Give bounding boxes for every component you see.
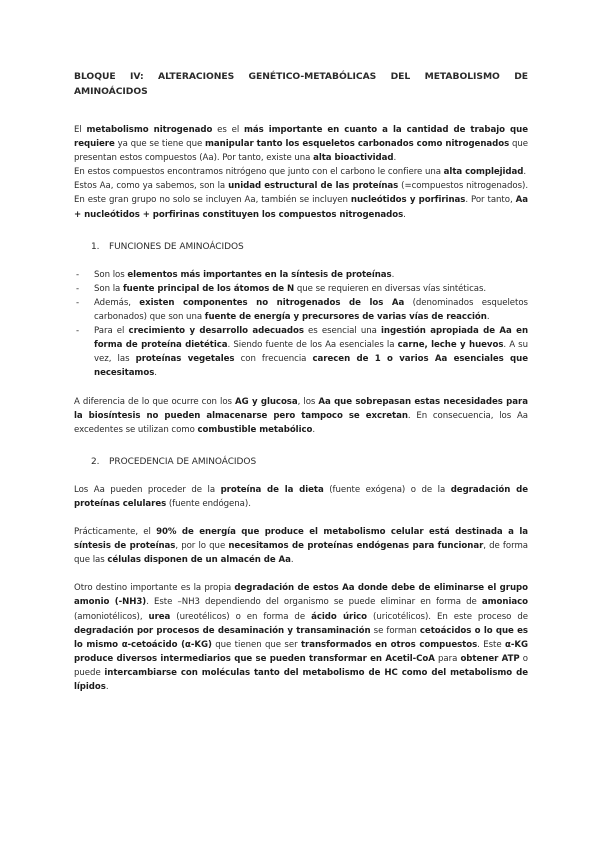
text-run: (ureotélicos) o en forma de — [170, 611, 312, 622]
text-run: Estos Aa, como ya sabemos, son la — [74, 181, 229, 192]
text-run: o puede — [74, 653, 529, 678]
text-run: Para el — [94, 326, 129, 337]
section-2-paragraph-2 — [74, 525, 528, 567]
bold-text-run: 90% de energía que produce el metabolismo celular está destinada a la síntesis de proteínas — [74, 527, 528, 552]
bold-text-run: fuente de energía y precursores de varias vías de reacción — [204, 312, 487, 323]
bold-text-run: degradación de estos Aa donde debe de eliminarse el grupo amonio (-NH3) — [74, 583, 528, 608]
text-run: . — [105, 682, 109, 692]
text-run: . — [486, 312, 490, 323]
bold-text-run: Aa + nucleótidos + porfirinas constituyen los compuestos nitrogenados — [74, 195, 528, 220]
bold-text-run: metabolismo nitrogenado — [86, 125, 213, 135]
bold-text-run: alta complejidad — [443, 167, 524, 178]
text-run: , de forma que las — [74, 541, 528, 566]
text-run: . — [523, 167, 527, 178]
bold-text-run: combustible metabólico — [197, 424, 313, 435]
text-run: Los Aa pueden proceder de la — [74, 484, 221, 495]
bold-text-run: alta bioactividad — [313, 153, 394, 164]
text-run: (=compuestos nitrogenados). En este gran grupo no solo se incluyen Aa, también se incluyen — [74, 181, 529, 206]
bold-text-run: degradación por procesos de desaminación y transaminación — [74, 625, 371, 636]
text-run: , los — [297, 396, 319, 407]
text-run: . — [312, 424, 316, 435]
text-run: . — [393, 153, 397, 164]
text-run: (uricotélicos). En este proceso de — [367, 611, 529, 622]
text-run: Son la — [94, 283, 123, 294]
bold-text-run: ácido úrico — [311, 611, 368, 622]
text-run: . Este — [477, 639, 505, 650]
text-run: El — [74, 125, 87, 135]
text-run: es esencial una — [303, 326, 382, 337]
list-item — [74, 324, 528, 380]
bold-text-run: manipular tanto los esqueletos carbonados como nitrogenados — [205, 139, 510, 150]
text-run: Otro destino importante es la propia — [74, 583, 235, 594]
text-run: . — [154, 368, 157, 379]
bold-text-run: necesitamos de proteínas endógenas para funcionar — [228, 541, 484, 552]
text-run: . A su vez, las — [94, 340, 529, 365]
document-title — [74, 69, 528, 99]
bold-text-run: Aa que sobrepasan estas necesidades para la biosíntesis no pueden almacenarse pero tampoco se excretan — [74, 396, 528, 421]
text-run: que se requieren en diversas vías sintéticas. — [294, 283, 487, 294]
text-run: que presentan estos compuestos (Aa). Por tanto, existe una — [74, 139, 528, 164]
bold-text-run: elementos más importantes en la síntesis de proteínas — [127, 269, 392, 280]
bold-text-run: más importante en cuanto a la cantidad de trabajo que requiere — [74, 125, 528, 150]
text-run: con frecuencia — [234, 354, 313, 365]
title-line-1: BLOQUE IV: ALTERACIONES GENÉTICO-METABÓLICAS DEL METABOLISMO DE — [74, 71, 528, 82]
section-2-paragraph-1 — [74, 483, 528, 511]
text-run: . — [391, 269, 395, 280]
section-2-number: 2. — [91, 456, 100, 467]
text-run: . Siendo fuente de los Aa esenciales la — [227, 340, 398, 351]
list-item — [74, 282, 528, 296]
list-item — [74, 296, 528, 324]
text-run: . Por tanto, — [465, 195, 516, 206]
section-2-heading — [91, 455, 528, 469]
text-run: . — [290, 555, 294, 566]
intro-block — [74, 123, 528, 222]
bold-text-run: carecen de 1 o varios Aa esenciales que necesitamos — [94, 354, 528, 379]
section-2-paragraph-3 — [74, 581, 528, 694]
bold-text-run: ingestión apropiada de Aa en forma de proteína dietética — [94, 326, 529, 351]
bold-text-run: proteína de la dieta — [220, 484, 324, 495]
bold-text-run: amoniaco — [481, 597, 528, 608]
text-run: Además, — [94, 297, 140, 308]
text-run: A diferencia de lo que ocurre con los — [74, 396, 236, 407]
text-run: (fuente exógena) o de la — [323, 484, 451, 495]
bold-text-run: cetoácidos o lo que es lo mismo α-cetoácido (α-KG) — [74, 625, 528, 650]
text-run: En estos compuestos encontramos nitrógeno que junto con el carbono le confiere una — [74, 167, 444, 178]
intro-paragraph-1 — [74, 123, 528, 165]
list-item — [74, 268, 528, 282]
bold-text-run: AG y glucosa — [235, 396, 298, 407]
bold-text-run: existen componentes no nitrogenados de los Aa — [139, 297, 405, 308]
bold-text-run: intercambiarse con moléculas tanto del metabolismo de HC como del metabolismo de lípidos — [74, 667, 528, 692]
bold-text-run: células disponen de un almacén de Aa — [107, 555, 291, 566]
functions-list — [74, 268, 528, 381]
intro-paragraph-3 — [74, 179, 528, 221]
text-run: (amoniotélicos), — [74, 611, 149, 622]
bold-text-run: degradación de proteínas celulares — [74, 484, 528, 509]
text-run: que tienen que ser — [211, 639, 301, 650]
text-run: se forman — [370, 625, 420, 636]
text-run: Son los — [94, 269, 128, 280]
text-run: . En consecuencia, los Aa excedentes se utilizan como — [74, 410, 528, 435]
bold-text-run: carne, leche y huevos — [397, 340, 504, 351]
bold-text-run: transformados en otros compuestos — [300, 639, 478, 650]
document-content — [74, 69, 528, 694]
text-run: . — [403, 209, 406, 220]
text-run: (fuente endógena). — [166, 498, 251, 509]
text-run: para — [434, 653, 461, 664]
text-run: ya que se tiene que — [114, 139, 206, 150]
bold-text-run: nucleótidos y porfirinas — [350, 195, 466, 206]
bold-text-run: proteínas vegetales — [135, 354, 235, 365]
section-1-closing-paragraph — [74, 395, 528, 437]
text-run: . Este –NH3 dependiendo del organismo se puede eliminar en forma de — [146, 597, 482, 608]
section-1-heading — [91, 240, 528, 254]
bold-text-run: obtener ATP — [460, 653, 520, 664]
section-1-title: FUNCIONES DE AMINOÁCIDOS — [109, 241, 244, 252]
title-line-2: AMINOÁCIDOS — [74, 86, 148, 97]
section-1-number: 1. — [91, 241, 100, 252]
section-2-title: PROCEDENCIA DE AMINOÁCIDOS — [109, 456, 257, 467]
text-run: (denominados esqueletos carbonados) que son una — [94, 297, 528, 323]
bold-text-run: crecimiento y desarrollo adecuados — [128, 326, 304, 337]
text-run: es el — [212, 125, 244, 135]
bold-text-run: unidad estructural de las proteínas — [228, 181, 399, 192]
text-run: Prácticamente, el — [74, 527, 157, 538]
bold-text-run: fuente principal de los átomos de N — [122, 283, 295, 294]
intro-paragraph-2 — [74, 165, 528, 179]
bold-text-run: α-KG produce diversos intermediarios que se pueden transformar en Acetil-CoA — [74, 639, 528, 664]
bold-text-run: urea — [148, 611, 171, 622]
text-run: , por lo que — [175, 541, 229, 552]
